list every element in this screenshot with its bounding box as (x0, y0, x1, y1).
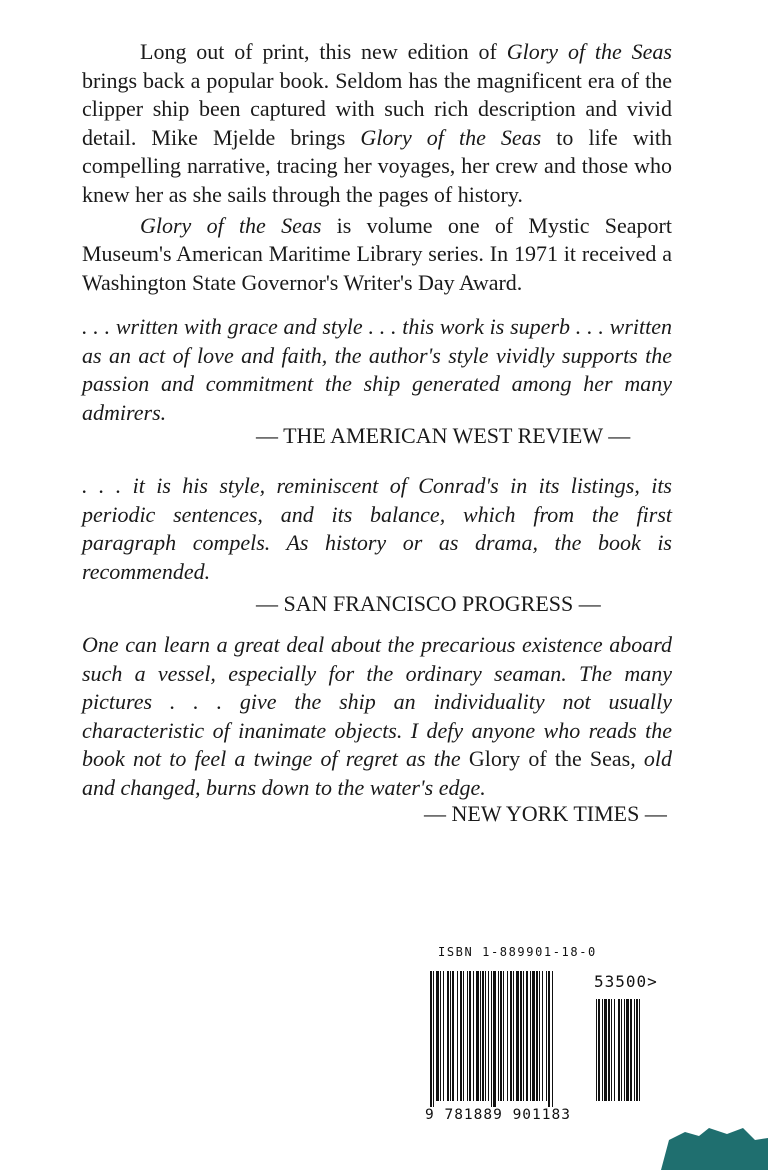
barcode-bar (614, 999, 615, 1101)
barcode-bar (447, 971, 449, 1101)
barcode-bar (602, 999, 603, 1101)
barcode-bar (467, 971, 468, 1101)
cover-corner-accent (655, 1120, 768, 1170)
barcode-bar (532, 971, 535, 1101)
barcode-bar (510, 971, 512, 1101)
barcode-bar (542, 971, 543, 1101)
barcode-bar (539, 971, 540, 1101)
barcode-bar (482, 971, 484, 1101)
barcode-bar (503, 971, 504, 1101)
blurb-paragraph-1 (82, 38, 672, 210)
review-source: — THE AMERICAN WEST REVIEW — (256, 423, 631, 448)
barcode-bar (520, 971, 522, 1101)
review-american-west (82, 313, 672, 427)
review-source: — SAN FRANCISCO PROGRESS — (256, 591, 601, 616)
barcode-bar (493, 971, 496, 1113)
barcode-bar (608, 999, 610, 1101)
barcode-bar (498, 971, 499, 1101)
barcode-bar (523, 971, 524, 1101)
price-barcode-bars (596, 999, 664, 1113)
barcode-bar (476, 971, 479, 1101)
ean-barcode-bars (430, 971, 590, 1113)
blurb (82, 38, 672, 297)
barcode-bar (450, 971, 451, 1101)
review-san-francisco (82, 472, 672, 586)
barcode-bar (480, 971, 481, 1101)
barcode-bar (443, 971, 444, 1101)
barcode-bar (636, 999, 638, 1101)
barcode-bar (457, 971, 458, 1101)
book-title: Glory of the Seas (506, 39, 672, 64)
barcode-bar (430, 971, 432, 1113)
barcode-bar (500, 971, 502, 1101)
book-title: Glory of the Seas (360, 124, 542, 150)
review-quote: . . . written with grace and style . . . this work is superb . . . written as an act of love and faith, the author's style vividly supports the passion and commitment the ship generated among her many admirers. (82, 314, 672, 425)
barcode-bar (526, 971, 528, 1101)
barcode-bar (491, 971, 492, 1113)
barcode-bar (626, 999, 629, 1101)
barcode-bar (488, 971, 489, 1101)
blurb-p1-text-a: Long out of print, this new edition of (140, 39, 507, 64)
book-title: Glory of the Seas (468, 746, 631, 772)
review-quote: . . . it is his style, reminiscent of Conrad's in its listings, its periodic sentences, and its balance, which from the first paragraph compels. As history or as drama, the book is recommended. (82, 473, 672, 584)
barcode-bar (611, 999, 612, 1101)
blurb-p1-text-b: brings back a popular book. Seldom has the magnificent era of the clipper ship been captured with such rich description and vivid detail. Mike Mjelde brings (82, 67, 672, 150)
barcode-bar (507, 971, 508, 1101)
barcode-bar (516, 971, 519, 1101)
barcode-bar (469, 971, 471, 1101)
barcode-bar (460, 971, 462, 1101)
barcode-bar (436, 971, 439, 1101)
blurb-paragraph-2 (82, 212, 672, 298)
barcode-bar (621, 999, 622, 1101)
barcode-bar (463, 971, 464, 1101)
isbn-barcode (425, 945, 666, 1141)
barcode-bar (630, 999, 632, 1101)
review-new-york-times (82, 631, 672, 803)
book-title: Glory of the Seas (140, 212, 322, 238)
barcode-bar (634, 999, 635, 1101)
barcode-bar (452, 971, 454, 1101)
barcode-bar (618, 999, 620, 1101)
blurb-p1-text-c: to life with compelling narrative, tracing her voyages, her crew and those who knew her as she sails through the pages of history. (82, 124, 672, 207)
barcode-bar (552, 971, 553, 1113)
barcode-bar (530, 971, 531, 1101)
teal-shape (661, 1128, 768, 1170)
barcode-number: 9 781889 901183 (425, 1107, 571, 1123)
barcode-bar (440, 971, 441, 1101)
barcode-bar (548, 971, 550, 1113)
barcode-bar (513, 971, 514, 1101)
review-source: — NEW YORK TIMES — (424, 801, 667, 826)
barcode-bar (536, 971, 538, 1101)
barcode-bar (624, 999, 625, 1101)
barcode-bar (598, 999, 600, 1101)
barcode-bar (433, 971, 434, 1113)
barcode-bar (546, 971, 547, 1101)
barcode-bar (485, 971, 486, 1101)
price-code: 53500> (594, 972, 658, 991)
barcode-bar (473, 971, 474, 1101)
barcode-bar (604, 999, 607, 1101)
barcode-bar (639, 999, 640, 1101)
blurb-p2-text: is volume one of Mystic Seaport Museum's American Maritime Library series. In 1971 it received a Washington State Governor's Writer's Day Award. (82, 212, 672, 295)
isbn-label: ISBN 1-889901-18-0 (438, 945, 597, 959)
barcode-bar (596, 999, 597, 1101)
review-quote: One can learn a great deal about the precarious existence aboard such a vessel, especially for the ordinary seaman. The many pictures . . . give the ship an individuality not usually characteristic of inanimate objects. I defy anyone who reads the book not to feel a twinge of regret as the Glory of the Seas, old and changed, burns down to the water's edge. (82, 632, 672, 800)
